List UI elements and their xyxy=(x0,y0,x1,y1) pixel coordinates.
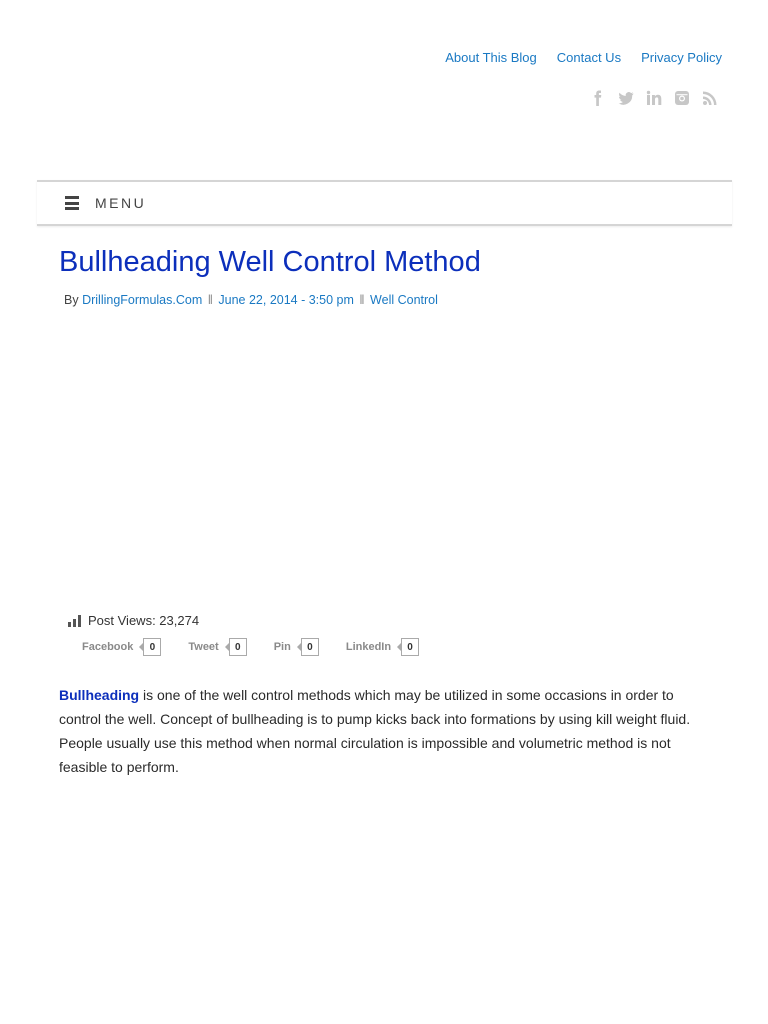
post-body-text: is one of the well control methods which may be utilized in some occasions in order to control the well. Concept of bullheading is to pump kicks back into formations by using kill weight fluid. People usually use this method when normal circulation is impossible and volumetric method is not feasible to perform. xyxy=(59,687,691,775)
share-count: 0 xyxy=(401,638,419,656)
share-count: 0 xyxy=(301,638,319,656)
share-facebook-button[interactable] xyxy=(82,638,161,656)
meta-separator: ‖ xyxy=(207,293,213,307)
rss-icon[interactable] xyxy=(702,90,718,106)
top-nav xyxy=(445,50,722,65)
linkedin-icon[interactable] xyxy=(646,90,662,106)
nav-link-contact[interactable]: Contact Us xyxy=(556,50,622,65)
by-label: By xyxy=(64,293,79,307)
menu-toggle[interactable] xyxy=(37,180,732,226)
share-label: Facebook xyxy=(82,641,134,653)
share-count: 0 xyxy=(229,638,247,656)
share-label: LinkedIn xyxy=(345,641,392,653)
share-label: Tweet xyxy=(188,641,219,653)
share-count: 0 xyxy=(143,638,161,656)
social-icons xyxy=(590,90,718,106)
share-tweet-button[interactable] xyxy=(188,638,246,656)
post-meta xyxy=(64,293,438,307)
instagram-icon[interactable] xyxy=(674,90,690,106)
facebook-icon[interactable] xyxy=(590,90,606,106)
bullheading-link[interactable]: Bullheading xyxy=(59,687,140,703)
post-body xyxy=(59,683,719,779)
twitter-icon[interactable] xyxy=(618,90,634,106)
hamburger-icon xyxy=(65,196,79,210)
category-link[interactable]: Well Control xyxy=(370,293,438,307)
share-linkedin-button[interactable] xyxy=(346,638,419,656)
share-pin-button[interactable] xyxy=(274,638,319,656)
bar-chart-icon xyxy=(68,615,82,627)
nav-link-privacy[interactable]: Privacy Policy xyxy=(641,50,722,65)
nav-link-about[interactable]: About This Blog xyxy=(445,50,537,65)
post-views-text: Post Views: 23,274 xyxy=(88,613,200,628)
menu-label: MENU xyxy=(95,195,147,211)
post-title: Bullheading Well Control Method xyxy=(59,246,481,278)
author-link[interactable]: DrillingFormulas.Com xyxy=(82,293,203,307)
date-link[interactable]: June 22, 2014 - 3:50 pm xyxy=(218,293,354,307)
post-views xyxy=(68,613,199,628)
meta-separator: ‖ xyxy=(359,293,365,307)
share-bar xyxy=(82,638,446,656)
share-label: Pin xyxy=(273,641,291,653)
